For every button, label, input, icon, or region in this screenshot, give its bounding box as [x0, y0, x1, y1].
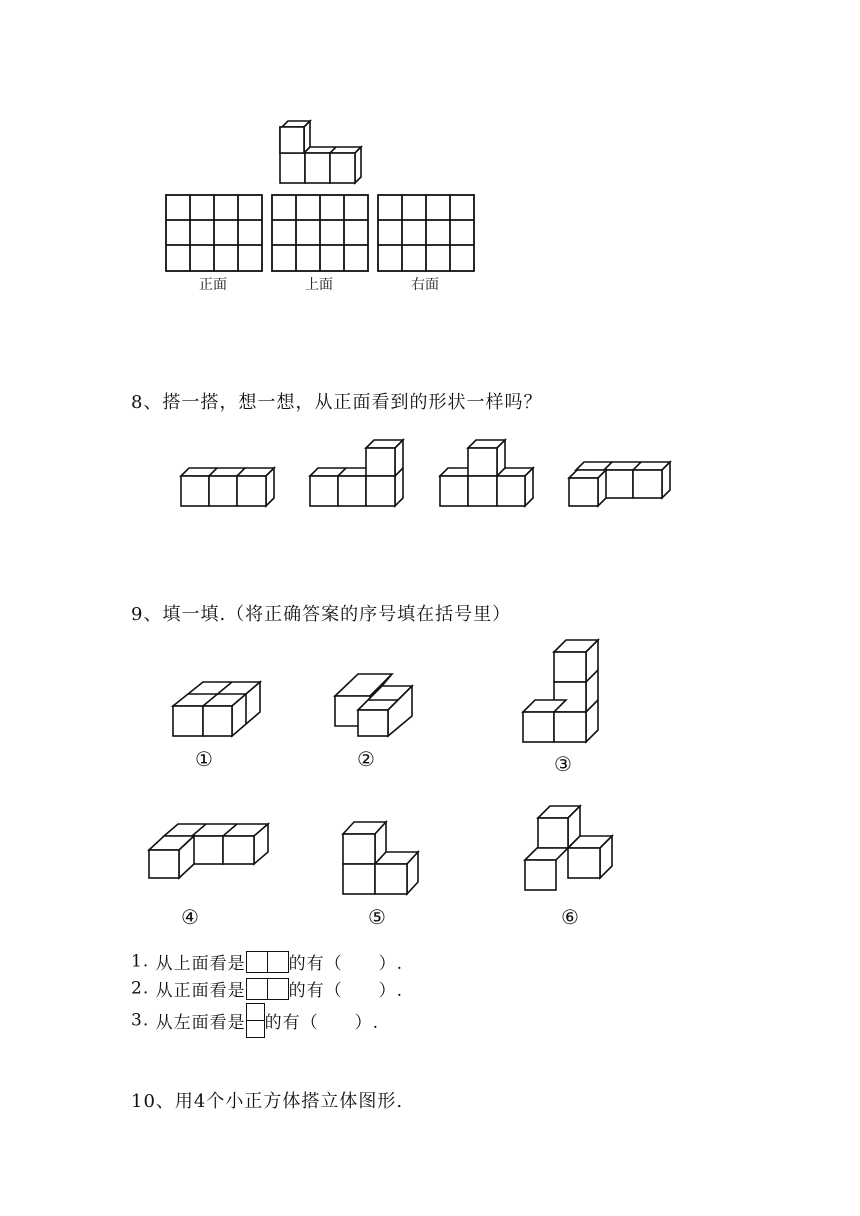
q9-figure-6: [520, 802, 616, 894]
item-suffix: 的有（ ）.: [288, 954, 404, 974]
question-8-text: 8、搭一搭，想一想，从正面看到的形状一样吗？: [131, 392, 543, 413]
vertical-two-square-shape-icon: [246, 1003, 265, 1038]
item-suffix: 的有（ ）.: [288, 981, 404, 1001]
q8-figure-3: [435, 434, 539, 510]
figure-label-2: ②: [357, 747, 375, 771]
view-label-top: 上面: [305, 277, 333, 293]
top-view-grid: [271, 194, 369, 274]
q9-figure-1: [168, 676, 268, 742]
figure-label-1: ①: [195, 747, 213, 771]
fill-item-1: [131, 949, 403, 974]
q9-figure-5: [338, 818, 422, 898]
fill-item-2: [131, 976, 403, 1001]
two-square-shape-icon: [246, 978, 289, 1000]
figure-label-3: ③: [554, 752, 572, 776]
figure-label-4: ④: [181, 905, 199, 929]
q9-figure-4: [144, 820, 272, 884]
cube-stack: [280, 121, 361, 183]
item-number: 2.: [131, 978, 150, 999]
front-view-grid: [165, 194, 263, 274]
view-label-front: 正面: [199, 277, 227, 293]
item-suffix: 的有（ ）.: [264, 1013, 380, 1033]
item-prefix: 从上面看是: [155, 954, 246, 974]
item-number: 3.: [131, 1010, 150, 1031]
question-10-text: 10、用4个小正方体搭立体图形.: [131, 1091, 404, 1112]
q8-figure-2: [305, 434, 409, 510]
right-view-grid: [377, 194, 475, 274]
figure-label-6: ⑥: [561, 905, 579, 929]
question-9-text: 9、填一填.（将正确答案的序号填在括号里）: [131, 604, 512, 625]
item-number: 1.: [131, 951, 150, 972]
q8-figure-4: [564, 454, 676, 510]
two-square-shape-icon: [246, 951, 289, 973]
item-prefix: 从左面看是: [155, 1013, 246, 1033]
q8-figure-1: [176, 462, 280, 510]
item-prefix: 从正面看是: [155, 981, 246, 1001]
top-cube-figure: [275, 115, 370, 190]
q9-figure-2: [330, 668, 420, 740]
view-label-right: 右面: [411, 277, 439, 293]
figure-label-5: ⑤: [368, 905, 386, 929]
fill-item-3: [131, 1003, 379, 1038]
q9-figure-3: [518, 636, 606, 748]
